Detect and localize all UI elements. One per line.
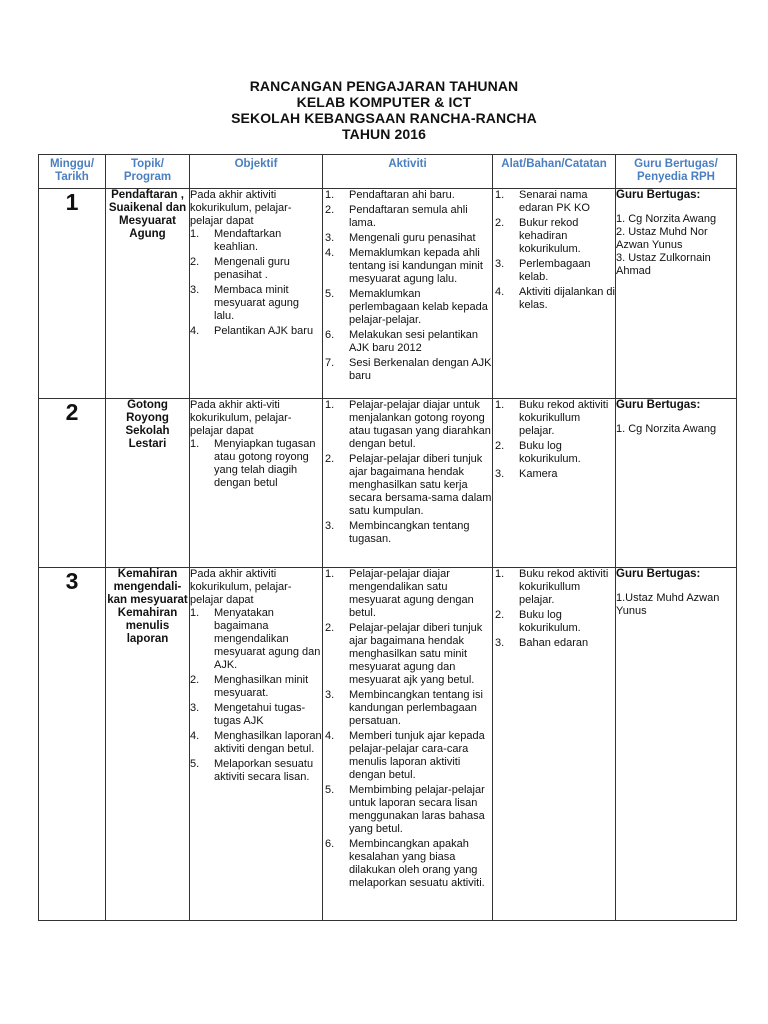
item-text: Melaporkan sesuatu aktiviti secara lisan. xyxy=(214,758,314,783)
tools-cell xyxy=(493,399,616,568)
teacher-heading: Guru Bertugas: xyxy=(616,399,701,411)
item-number: 2. xyxy=(190,256,200,268)
item-number: 1. xyxy=(325,568,335,580)
item-text: Mengetahui tugas-tugas AJK xyxy=(214,702,306,727)
item-number: 2. xyxy=(190,674,200,686)
activity-cell xyxy=(323,399,493,568)
item-number: 3. xyxy=(190,702,200,714)
item-number: 1. xyxy=(190,228,200,240)
item-number: 1. xyxy=(325,189,335,201)
list-item xyxy=(190,674,322,700)
item-text: Buku rekod aktiviti kokurikullum pelajar. xyxy=(519,399,609,437)
table-row xyxy=(39,568,737,921)
week-number: 1 xyxy=(39,189,106,399)
item-number: 1. xyxy=(190,607,200,619)
topic-cell: Gotong Royong Sekolah Lestari xyxy=(106,399,190,568)
list-item xyxy=(493,568,615,607)
item-text: Kamera xyxy=(519,468,558,480)
item-text: Buku rekod aktiviti kokurikullum pelajar. xyxy=(519,568,609,606)
tools-list xyxy=(493,189,615,312)
list-item xyxy=(493,399,615,438)
item-text: Menyatakan bagaimana mengendalikan mesyuarat agung dan AJK. xyxy=(214,607,321,671)
item-number: 2. xyxy=(495,609,505,621)
item-number: 1. xyxy=(495,399,505,411)
item-text: Memberi tunjuk ajar kepada pelajar-pelajar cara-cara menulis laporan aktiviti dengan betul. xyxy=(349,730,485,781)
teacher-cell xyxy=(616,189,737,399)
topic-cell: Kemahiran mengendali-kan mesyuarat Kemahiran menulis laporan xyxy=(106,568,190,921)
item-text: Pelajar-pelajar diberi tunjuk ajar bagaimana hendak menghasilkan satu kerja secara bersama-sama dalam satu kumpulan. xyxy=(349,453,492,517)
item-number: 2. xyxy=(325,204,335,216)
objective-list xyxy=(190,228,322,338)
col-header-week: Minggu/ Tarikh xyxy=(39,155,106,189)
item-text: Mengenali guru penasihat xyxy=(349,232,476,244)
col-header-teacher: Guru Bertugas/ Penyedia RPH xyxy=(616,155,737,189)
item-text: Membincangkan tentang isi kandungan perlembagaan persatuan. xyxy=(349,689,483,727)
item-text: Bukur rekod kehadiran kokurikulum. xyxy=(519,217,581,255)
item-text: Pendaftaran semula ahli lama. xyxy=(349,204,468,229)
item-text: Mengenali guru penasihat . xyxy=(214,256,290,281)
teacher-name: 1. Cg Norzita Awang xyxy=(616,423,717,435)
item-number: 2. xyxy=(495,440,505,452)
tools-cell xyxy=(493,568,616,921)
item-text: Menyiapkan tugasan atau gotong royong yang telah diagih dengan betul xyxy=(214,438,316,489)
list-item xyxy=(493,189,615,215)
activity-cell xyxy=(323,568,493,921)
activity-list xyxy=(323,399,492,546)
item-number: 2. xyxy=(495,217,505,229)
item-text: Menghasilkan laporan aktiviti dengan betul. xyxy=(214,730,322,755)
item-number: 4. xyxy=(190,730,200,742)
objective-list xyxy=(190,438,322,490)
objective-cell xyxy=(190,568,323,921)
item-text: Melakukan sesi pelantikan AJK baru 2012 xyxy=(349,329,479,354)
objective-intro: Pada akhir aktiviti kokurikulum, pelajar-pelajar dapat xyxy=(190,568,292,606)
list-item xyxy=(190,325,322,338)
item-number: 1. xyxy=(495,189,505,201)
title-line-2: KELAB KOMPUTER & ICT xyxy=(296,94,472,110)
tools-list xyxy=(493,399,615,481)
activity-cell xyxy=(323,189,493,399)
lesson-plan-table xyxy=(38,154,737,921)
objective-cell xyxy=(190,189,323,399)
item-number: 6. xyxy=(325,329,335,341)
list-item xyxy=(323,357,492,383)
item-number: 3. xyxy=(495,468,505,480)
item-number: 5. xyxy=(325,288,335,300)
col-header-topic: Topik/ Program xyxy=(106,155,190,189)
title-line-1: RANCANGAN PENGAJARAN TAHUNAN xyxy=(249,78,519,94)
table-row xyxy=(39,189,737,399)
item-number: 1. xyxy=(495,568,505,580)
list-item xyxy=(190,228,322,254)
list-item xyxy=(190,702,322,728)
list-item xyxy=(323,399,492,451)
list-item xyxy=(493,440,615,466)
list-item xyxy=(493,468,615,481)
topic-cell: Pendaftaran , Suaikenal dan Mesyuarat Agung xyxy=(106,189,190,399)
item-text: Senarai nama edaran PK KO xyxy=(519,189,590,214)
item-number: 2. xyxy=(325,453,335,465)
item-number: 3. xyxy=(325,232,335,244)
teacher-name: 1. Cg Norzita Awang xyxy=(616,213,717,225)
list-item xyxy=(493,609,615,635)
col-header-objective: Objektif xyxy=(190,155,323,189)
item-text: Sesi Berkenalan dengan AJK baru xyxy=(349,357,492,382)
item-text: Membincangkan apakah kesalahan yang biasa dilakukan oleh orang yang melaporkan sesuatu aktiviti. xyxy=(349,838,485,889)
item-number: 5. xyxy=(190,758,200,770)
item-text: Bahan edaran xyxy=(519,637,589,649)
objective-intro: Pada akhir aktiviti kokurikulum, pelajar-pelajar dapat xyxy=(190,189,292,227)
item-number: 7. xyxy=(325,357,335,369)
item-text: Membincangkan tentang tugasan. xyxy=(349,520,470,545)
list-item xyxy=(323,520,492,546)
item-number: 4. xyxy=(325,730,335,742)
item-number: 3. xyxy=(495,637,505,649)
list-item xyxy=(493,217,615,256)
document-title-block xyxy=(0,78,768,142)
list-item xyxy=(323,189,492,202)
item-text: Menghasilkan minit mesyuarat. xyxy=(214,674,309,699)
objective-cell xyxy=(190,399,323,568)
item-text: Pelajar-pelajar diberi tunjuk ajar bagaimana hendak menghasilkan satu minit mesyuarat agung dan mesyuarat ajk yang betul. xyxy=(349,622,483,686)
item-text: Memaklumkan perlembagaan kelab kepada pelajar-pelajar. xyxy=(349,288,488,326)
item-text: Pelajar-pelajar diajar untuk menjalankan gotong royong atau tugasan yang diarahkan dengan betul. xyxy=(349,399,491,450)
objective-list xyxy=(190,607,322,784)
item-number: 4. xyxy=(190,325,200,337)
item-number: 1. xyxy=(190,438,200,450)
objective-intro: Pada akhir akti-viti kokurikulum, pelajar-pelajar dapat xyxy=(190,399,292,437)
item-text: Buku log kokurikulum. xyxy=(519,440,581,465)
list-item xyxy=(323,232,492,245)
item-text: Memaklumkan kepada ahli tentang isi kandungan minit mesyuarat agung lalu. xyxy=(349,247,483,285)
teacher-cell xyxy=(616,399,737,568)
activity-list xyxy=(323,568,492,890)
item-number: 5. xyxy=(325,784,335,796)
table-row xyxy=(39,399,737,568)
item-text: Buku log kokurikulum. xyxy=(519,609,581,634)
item-text: Pelantikan AJK baru xyxy=(214,325,314,337)
item-number: 1. xyxy=(325,399,335,411)
list-item xyxy=(190,438,322,490)
list-item xyxy=(493,258,615,284)
list-item xyxy=(493,637,615,650)
list-item xyxy=(323,838,492,890)
list-item xyxy=(190,256,322,282)
teacher-heading: Guru Bertugas: xyxy=(616,568,701,580)
item-text: Membimbing pelajar-pelajar untuk laporan secara lisan menggunakan laras bahasa yang betul. xyxy=(349,784,485,835)
item-text: Aktiviti dijalankan di kelas. xyxy=(519,286,615,311)
list-item xyxy=(323,730,492,782)
week-number: 2 xyxy=(39,399,106,568)
teacher-heading: Guru Bertugas: xyxy=(616,189,701,201)
table-header-row xyxy=(39,155,737,189)
list-item xyxy=(323,622,492,687)
item-number: 3. xyxy=(495,258,505,270)
teacher-cell xyxy=(616,568,737,921)
list-item xyxy=(323,784,492,836)
list-item xyxy=(190,758,322,784)
item-number: 6. xyxy=(325,838,335,850)
col-header-tools: Alat/Bahan/Catatan xyxy=(493,155,616,189)
activity-list xyxy=(323,189,492,383)
teacher-name: 2. Ustaz Muhd Nor Azwan Yunus xyxy=(616,226,708,251)
list-item xyxy=(190,730,322,756)
list-item xyxy=(190,607,322,672)
teacher-name: 3. Ustaz Zulkornain Ahmad xyxy=(616,252,711,277)
item-text: Mendaftarkan keahlian. xyxy=(214,228,282,253)
list-item xyxy=(323,204,492,230)
week-number: 3 xyxy=(39,568,106,921)
item-number: 3. xyxy=(190,284,200,296)
list-item xyxy=(493,286,615,312)
list-item xyxy=(323,288,492,327)
item-number: 4. xyxy=(325,247,335,259)
item-text: Perlembagaan kelab. xyxy=(519,258,591,283)
teacher-name: 1.Ustaz Muhd Azwan Yunus xyxy=(616,592,720,617)
item-text: Pendaftaran ahi baru. xyxy=(349,189,455,201)
list-item xyxy=(323,329,492,355)
item-text: Membaca minit mesyuarat agung lalu. xyxy=(214,284,299,322)
item-number: 3. xyxy=(325,520,335,532)
tools-list xyxy=(493,568,615,650)
list-item xyxy=(323,247,492,286)
item-number: 2. xyxy=(325,622,335,634)
item-number: 4. xyxy=(495,286,505,298)
list-item xyxy=(323,453,492,518)
list-item xyxy=(190,284,322,323)
col-header-activity: Aktiviti xyxy=(323,155,493,189)
title-line-4: TAHUN 2016 xyxy=(342,126,426,142)
title-line-3: SEKOLAH KEBANGSAAN RANCHA-RANCHA xyxy=(231,110,537,126)
list-item xyxy=(323,689,492,728)
item-number: 3. xyxy=(325,689,335,701)
list-item xyxy=(323,568,492,620)
tools-cell xyxy=(493,189,616,399)
item-text: Pelajar-pelajar diajar mengendalikan satu mesyuarat agung dengan betul. xyxy=(349,568,474,619)
